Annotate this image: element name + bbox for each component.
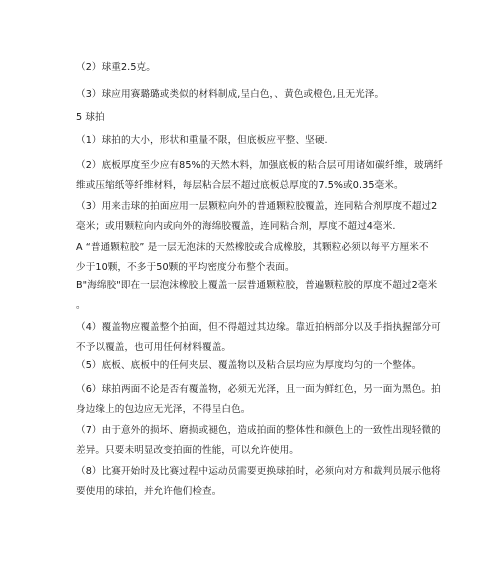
paragraph-ball-weight xyxy=(76,58,436,78)
section-heading: 5 球拍 xyxy=(76,112,105,123)
text-line: （5）底板、底板中的任何夹层、覆盖物以及粘合层均应为厚度均匀的一个整体。 xyxy=(76,360,422,371)
text-line: 少于10颗，不多于50颗的平均密度分布整个表面。 xyxy=(76,262,295,273)
paragraph-damage xyxy=(76,421,441,461)
text-line: （7）由于意外的损坏、磨损或褪色，造成拍面的整体性和颜色上的一致性出现轻微的 xyxy=(76,425,441,436)
text-line: 维或压缩纸等纤维材料，每层粘合层不超过底板总厚度的7.5%或0.35毫米。 xyxy=(76,180,404,191)
text-line: （4）覆盖物应覆盖整个拍面，但不得超过其边缘。靠近拍柄部分以及手指执握部分可 xyxy=(76,322,441,333)
paragraph-blade-thickness xyxy=(76,156,444,196)
paragraph-sandwich-rubber xyxy=(76,276,436,316)
text-line: （2）底板厚度至少应有85%的天然木料，加强底板的粘合层可用诸如碳纤维，玻璃纤 xyxy=(76,160,444,171)
text-line: （3）用来击球的拍面应用一层颗粒向外的普通颗粒胶覆盖，连同粘合剂厚度不超过2 xyxy=(76,201,438,212)
text-line: （6）球拍两面不论是否有覆盖物，必须无光泽，且一面为鲜红色，另一面为黑色。拍 xyxy=(76,384,441,395)
text-line: （3）球应用赛璐璐或类似的材料制成,呈白色，、黄色或橙色,且无光泽。 xyxy=(76,89,385,100)
text-line: 。 xyxy=(76,300,86,311)
text-line: 身边缘上的包边应无光泽，不得呈白色。 xyxy=(76,404,251,415)
text-line: （8）比赛开始时及比赛过程中运动员需要更换球拍时，必须向对方和裁判员展示他将 xyxy=(76,466,441,477)
paragraph-ball-material xyxy=(76,85,436,105)
text-line: B"海绵胶"即在一层泡沫橡胶上覆盖一层普通颗粒胶，普遍颗粒胶的厚度不超过2毫米 xyxy=(76,280,438,291)
text-line: （2）球重2.5克。 xyxy=(76,62,156,73)
paragraph-uniform-thickness xyxy=(76,356,436,376)
paragraph-pimpled-rubber xyxy=(76,238,436,278)
text-line: A “普通颗粒胶” 是一层无泡沫的天然橡胶或合成橡胶，其颗粒必须以每平方厘米不 xyxy=(76,242,429,253)
paragraph-surface-colors xyxy=(76,380,441,420)
text-line: 差异。只要未明显改变拍面的性能，可以允许使用。 xyxy=(76,445,299,456)
section-heading-racket xyxy=(76,108,436,128)
paragraph-covering-extent xyxy=(76,318,441,358)
paragraph-racket-change xyxy=(76,462,441,502)
paragraph-racket-size xyxy=(76,131,436,151)
paragraph-covering xyxy=(76,197,436,237)
text-line: 毫米；或用颗粒向内或向外的海绵胶覆盖，连同粘合剂，厚度不超过4毫米. xyxy=(76,221,396,232)
text-line: 不予以覆盖，也可用任何材料覆盖。 xyxy=(76,342,232,353)
text-line: （1）球拍的大小，形状和重量不限，但底板应平整、坚硬. xyxy=(76,135,328,146)
text-line: 要使用的球拍，并允许他们检查。 xyxy=(76,486,222,497)
